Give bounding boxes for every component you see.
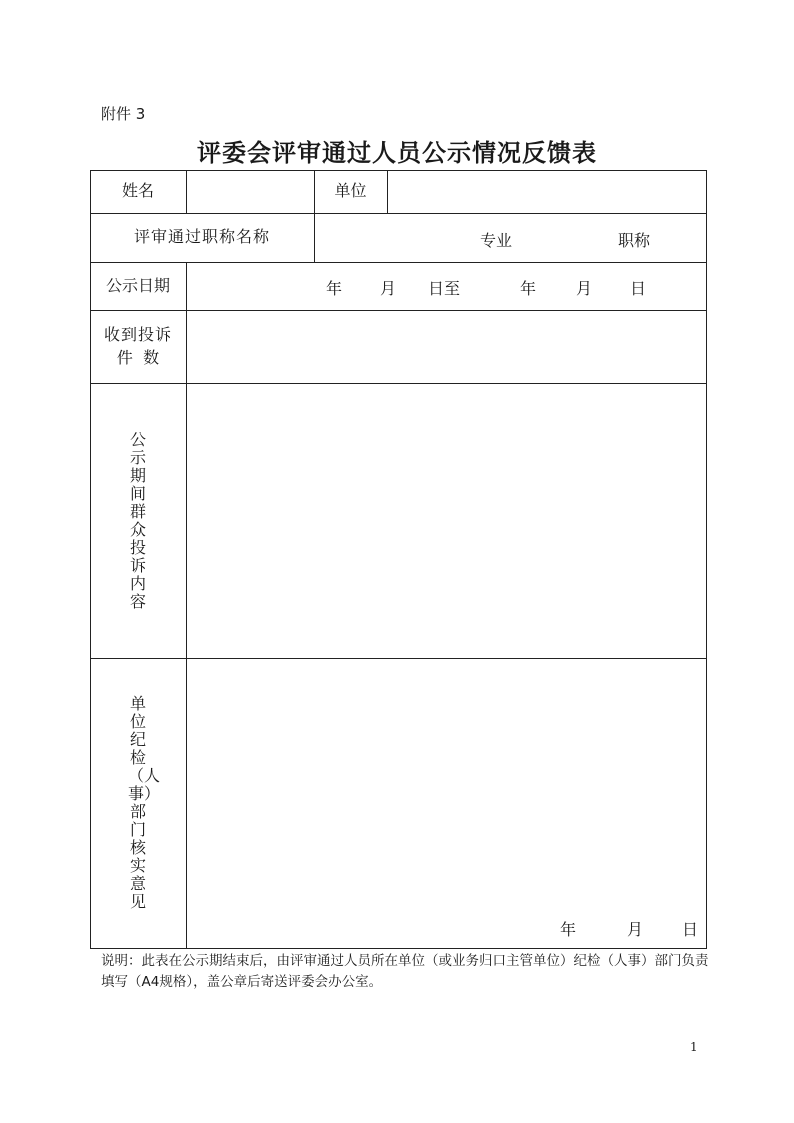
complaint-content-label: 公示期间群众投诉内容 — [129, 429, 146, 611]
verification-opinion-label-cell — [90, 658, 186, 948]
name-label: 姓名 — [121, 181, 154, 201]
sign-month: 月 — [627, 920, 644, 939]
complaints-count-label-line2: 件 数 — [116, 347, 160, 367]
date-year-1: 年 — [326, 279, 343, 298]
complaint-content-label-cell — [90, 383, 186, 658]
sign-day: 日 — [682, 920, 699, 939]
complaints-count-field[interactable] — [187, 311, 706, 382]
sign-year: 年 — [560, 920, 577, 939]
page-title: 评委会评审通过人员公示情况反馈表 — [197, 138, 597, 167]
date-month-2: 月 — [576, 279, 593, 298]
date-day-to: 日至 — [428, 279, 461, 298]
publicity-date-label: 公示日期 — [105, 275, 170, 295]
unit-label: 单位 — [334, 181, 367, 201]
complaints-count-label-line1: 收到投诉 — [103, 325, 172, 345]
complaints-count-label — [90, 310, 186, 383]
complaint-content-field[interactable] — [187, 384, 706, 657]
date-year-2: 年 — [520, 279, 537, 298]
unit-field[interactable] — [388, 171, 705, 212]
date-month-1: 月 — [380, 279, 397, 298]
verification-opinion-label: 单位纪检（人事）部门核实意见 — [128, 694, 161, 911]
rank-label: 职称 — [618, 231, 651, 250]
feedback-form-table — [90, 170, 707, 949]
footnote: 说明：此表在公示期结束后，由评审通过人员所在单位（或业务归口主管单位）纪检（人事）部门负责填写（A4规格），盖公章后寄送评委会办公室。 — [101, 953, 709, 990]
date-day-2: 日 — [630, 279, 647, 298]
name-field[interactable] — [187, 171, 313, 212]
approved-title-label: 评审通过职称名称 — [133, 227, 270, 247]
major-label: 专业 — [480, 231, 513, 250]
attachment-label: 附件 3 — [101, 105, 146, 123]
page-number: 1 — [690, 1040, 698, 1054]
verification-opinion-field[interactable] — [187, 659, 706, 899]
